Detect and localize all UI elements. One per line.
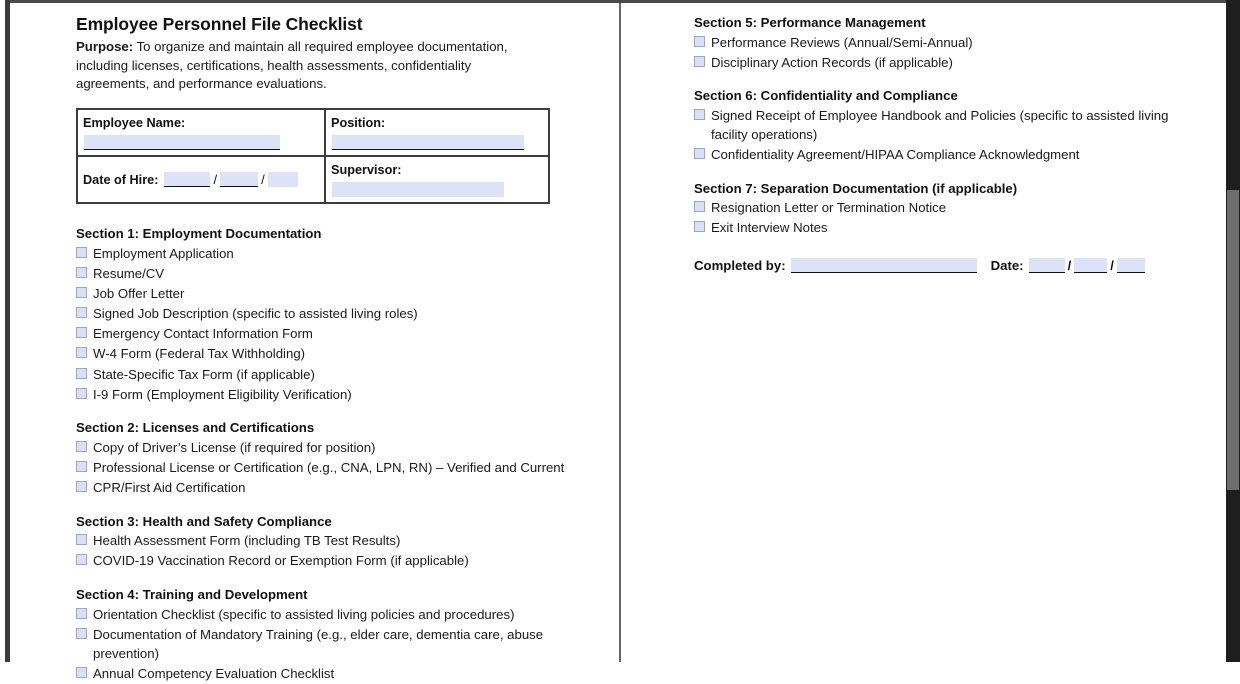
list-item[interactable] bbox=[76, 478, 602, 498]
checkbox-icon[interactable] bbox=[76, 267, 87, 278]
checkbox-icon[interactable] bbox=[76, 327, 87, 338]
section-heading: Section 5: Performance Management bbox=[694, 15, 926, 30]
list-item-label: COVID-19 Vaccination Record or Exemption Form (if applicable) bbox=[93, 553, 469, 569]
list-item[interactable] bbox=[76, 604, 602, 624]
list-item[interactable] bbox=[76, 324, 602, 344]
employee-name-input-wrap bbox=[83, 132, 319, 150]
document-page-1 bbox=[10, 3, 618, 681]
list-item-label: Signed Job Description (specific to assisted living roles) bbox=[93, 306, 418, 322]
footer-date-slash-2: / bbox=[1110, 257, 1114, 273]
list-item-label: Resignation Letter or Termination Notice bbox=[711, 200, 947, 216]
checkbox-icon[interactable] bbox=[76, 667, 87, 678]
vertical-scrollbar-track[interactable] bbox=[1226, 0, 1240, 662]
date-slash-1: / bbox=[213, 172, 218, 188]
section-heading: Section 1: Employment Documentation bbox=[76, 226, 322, 242]
checkbox-icon[interactable] bbox=[76, 368, 87, 379]
supervisor-input-wrap bbox=[331, 179, 543, 197]
checkbox-icon[interactable] bbox=[694, 148, 705, 159]
list-item[interactable] bbox=[694, 218, 1206, 238]
position-cell bbox=[326, 110, 548, 155]
list-item-label: Employment Application bbox=[93, 245, 234, 261]
date-of-hire-group bbox=[83, 172, 319, 187]
list-item[interactable] bbox=[694, 198, 1206, 218]
position-label: Position: bbox=[331, 116, 386, 131]
checkbox-icon[interactable] bbox=[76, 481, 87, 492]
checkbox-icon[interactable] bbox=[76, 608, 87, 619]
list-item-label: Performance Reviews (Annual/Semi-Annual) bbox=[711, 34, 973, 50]
list-item[interactable] bbox=[76, 624, 602, 663]
completed-by-input[interactable] bbox=[791, 258, 977, 273]
list-item[interactable] bbox=[76, 531, 602, 551]
checkbox-icon[interactable] bbox=[76, 307, 87, 318]
list-item[interactable] bbox=[76, 437, 602, 457]
supervisor-cell bbox=[326, 157, 548, 202]
section-heading: Section 7: Separation Documentation (if applicable) bbox=[694, 180, 1018, 196]
list-item-label: Disciplinary Action Records (if applicable) bbox=[711, 54, 953, 70]
list-item-label: CPR/First Aid Certification bbox=[93, 480, 246, 496]
table-row bbox=[78, 155, 548, 202]
date-month-input[interactable] bbox=[1029, 258, 1065, 273]
list-item[interactable] bbox=[76, 344, 602, 364]
supervisor-label: Supervisor: bbox=[331, 163, 402, 178]
employee-name-label: Employee Name: bbox=[83, 116, 186, 131]
checkbox-icon[interactable] bbox=[76, 287, 87, 298]
vertical-scrollbar-thumb[interactable] bbox=[1227, 190, 1239, 490]
position-input-wrap bbox=[331, 132, 543, 150]
position-input[interactable] bbox=[332, 135, 524, 150]
date-of-hire-year-input[interactable] bbox=[268, 172, 298, 187]
date-slash-2: / bbox=[261, 172, 265, 188]
purpose-paragraph bbox=[76, 38, 546, 94]
date-label: Date: bbox=[990, 257, 1024, 273]
list-item-label: Annual Competency Evaluation Checklist bbox=[93, 665, 335, 681]
list-item-label: Documentation of Mandatory Training (e.g., elder care, dementia care, abuse prevention) bbox=[93, 626, 544, 661]
date-of-hire-day-input[interactable] bbox=[220, 172, 258, 187]
list-item-label: Health Assessment Form (including TB Test Results) bbox=[93, 533, 401, 549]
list-item-label: Copy of Driver’s License (if required for position) bbox=[93, 439, 376, 455]
employee-name-cell bbox=[78, 110, 326, 155]
checkbox-icon[interactable] bbox=[76, 388, 87, 399]
list-item[interactable] bbox=[76, 263, 602, 283]
sections-column-right bbox=[694, 15, 1206, 273]
checkbox-icon[interactable] bbox=[76, 554, 87, 565]
date-of-hire-cell bbox=[78, 157, 326, 202]
checkbox-icon[interactable] bbox=[76, 347, 87, 358]
checkbox-icon[interactable] bbox=[76, 461, 87, 472]
list-item-label: Job Offer Letter bbox=[93, 285, 185, 301]
footer-date-slash-1: / bbox=[1067, 257, 1072, 273]
table-row bbox=[78, 110, 548, 155]
document-pages-area bbox=[10, 3, 1226, 681]
employee-name-input[interactable] bbox=[84, 135, 280, 150]
section-heading: Section 4: Training and Development bbox=[76, 587, 308, 603]
list-item[interactable] bbox=[694, 145, 1206, 165]
list-item[interactable] bbox=[76, 457, 602, 477]
sections-column-left bbox=[76, 226, 602, 683]
list-item[interactable] bbox=[76, 663, 602, 683]
list-item-label: Confidentiality Agreement/HIPAA Compliance Acknowledgment bbox=[711, 147, 1080, 163]
supervisor-input[interactable] bbox=[332, 182, 504, 197]
checkbox-icon[interactable] bbox=[76, 534, 87, 545]
checkbox-icon[interactable] bbox=[76, 247, 87, 258]
section-heading: Section 2: Licenses and Certifications bbox=[76, 420, 315, 436]
date-of-hire-month-input[interactable] bbox=[164, 172, 210, 187]
list-item-label: Exit Interview Notes bbox=[711, 220, 828, 236]
document-page-2 bbox=[619, 3, 1226, 662]
list-item-label: Signed Receipt of Employee Handbook and Policies (specific to assisted living facility operations) bbox=[711, 107, 1169, 142]
list-item[interactable] bbox=[694, 105, 1206, 144]
checkbox-icon[interactable] bbox=[694, 36, 705, 47]
section-heading: Section 3: Health and Safety Compliance bbox=[76, 513, 332, 529]
list-item-label: Professional License or Certification (e.g., CNA, LPN, RN) – Verified and Current bbox=[93, 459, 565, 475]
purpose-text: To organize and maintain all required employee documentation, including licenses, certifications, health assessments, confidentiality agreements, and performance evaluations. bbox=[76, 39, 508, 92]
list-item[interactable] bbox=[76, 243, 602, 263]
list-item-label: W-4 Form (Federal Tax Withholding) bbox=[93, 346, 306, 362]
completed-by-label: Completed by: bbox=[694, 257, 786, 273]
purpose-label: Purpose: bbox=[76, 39, 134, 54]
checkbox-icon[interactable] bbox=[76, 441, 87, 452]
list-item[interactable] bbox=[76, 551, 602, 571]
checkbox-icon[interactable] bbox=[694, 201, 705, 212]
list-item[interactable] bbox=[76, 283, 602, 303]
checkbox-icon[interactable] bbox=[694, 109, 705, 120]
list-item-label: Resume/CV bbox=[93, 265, 165, 281]
list-item-label: State-Specific Tax Form (if applicable) bbox=[93, 366, 315, 382]
date-year-input[interactable] bbox=[1117, 258, 1145, 273]
list-item[interactable] bbox=[76, 384, 602, 404]
section-heading: Section 6: Confidentiality and Compliance bbox=[694, 88, 958, 104]
list-item[interactable] bbox=[694, 52, 1206, 72]
employee-info-table bbox=[76, 108, 550, 204]
date-of-hire-label: Date of Hire: bbox=[83, 173, 159, 188]
list-item-label: I-9 Form (Employment Eligibility Verification) bbox=[93, 386, 352, 402]
list-item[interactable] bbox=[76, 304, 602, 324]
completed-by-row bbox=[694, 258, 1206, 273]
checkbox-icon[interactable] bbox=[694, 56, 705, 67]
checkbox-icon[interactable] bbox=[76, 628, 87, 639]
list-item[interactable] bbox=[76, 364, 602, 384]
list-item-label: Orientation Checklist (specific to assisted living policies and procedures) bbox=[93, 606, 515, 622]
list-item[interactable] bbox=[694, 32, 1206, 52]
checkbox-icon[interactable] bbox=[694, 221, 705, 232]
date-day-input[interactable] bbox=[1074, 258, 1107, 273]
page-title: Employee Personnel File Checklist bbox=[76, 14, 363, 34]
list-item-label: Emergency Contact Information Form bbox=[93, 326, 313, 342]
